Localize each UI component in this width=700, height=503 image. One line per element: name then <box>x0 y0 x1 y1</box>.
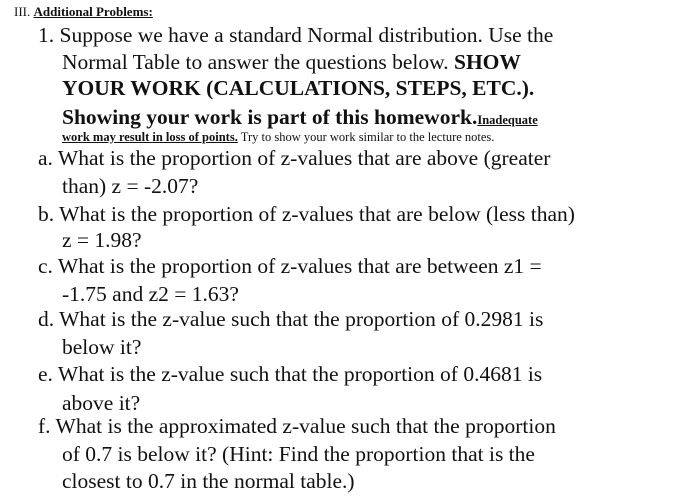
problem-line-4 <box>62 104 538 130</box>
question-label: b. <box>38 202 55 226</box>
question-text: What is the proportion of z-values that are above (greater <box>57 146 551 170</box>
problem-number: 1. <box>38 23 55 47</box>
question-label: f. <box>38 414 51 438</box>
question-text: What is the z-value such that the proportion of 0.2981 is <box>59 307 544 331</box>
problem-line-1 <box>38 22 553 48</box>
question-text: What is the z-value such that the proportion of 0.4681 is <box>57 362 543 386</box>
question-text: What is the approximated z-value such that the proportion <box>55 414 556 438</box>
question-label: d. <box>38 307 55 331</box>
problem-line-2 <box>62 49 521 75</box>
section-header <box>14 4 153 20</box>
question-text: closest to 0.7 in the normal table.) <box>62 469 355 493</box>
warning-text: work may result in loss of points. <box>62 130 238 144</box>
warning-text: Inadequate <box>477 113 538 127</box>
question-text: -1.75 and z2 = 1.63? <box>62 282 239 306</box>
question-text: of 0.7 is below it? (Hint: Find the proportion that is the <box>62 442 535 466</box>
bold-instruction: YOUR WORK (CALCULATIONS, STEPS, ETC.). <box>62 76 535 100</box>
question-text: above it? <box>62 391 141 415</box>
problem-text: Normal Table to answer the questions below. <box>62 50 454 74</box>
problem-line-5 <box>62 129 494 145</box>
bold-instruction: Showing your work is part of this homework. <box>62 105 478 129</box>
section-title: Additional Problems: <box>33 4 153 19</box>
problem-line-3 <box>62 75 534 101</box>
problem-text: Suppose we have a standard Normal distribution. Use the <box>59 23 554 47</box>
bold-instruction: SHOW <box>453 50 521 74</box>
question-text: What is the proportion of z-values that are between z1 = <box>57 254 542 278</box>
question-text: z = 1.98? <box>62 228 142 252</box>
question-text: than) z = -2.07? <box>62 174 199 198</box>
question-text: below it? <box>62 335 142 359</box>
question-label: c. <box>38 254 53 278</box>
question-text: What is the proportion of z-values that are below (less than) <box>59 202 575 226</box>
note-text: Try to show your work similar to the lecture notes. <box>237 130 495 144</box>
section-number: III. <box>14 4 31 19</box>
question-label: a. <box>38 146 53 170</box>
question-label: e. <box>38 362 53 386</box>
